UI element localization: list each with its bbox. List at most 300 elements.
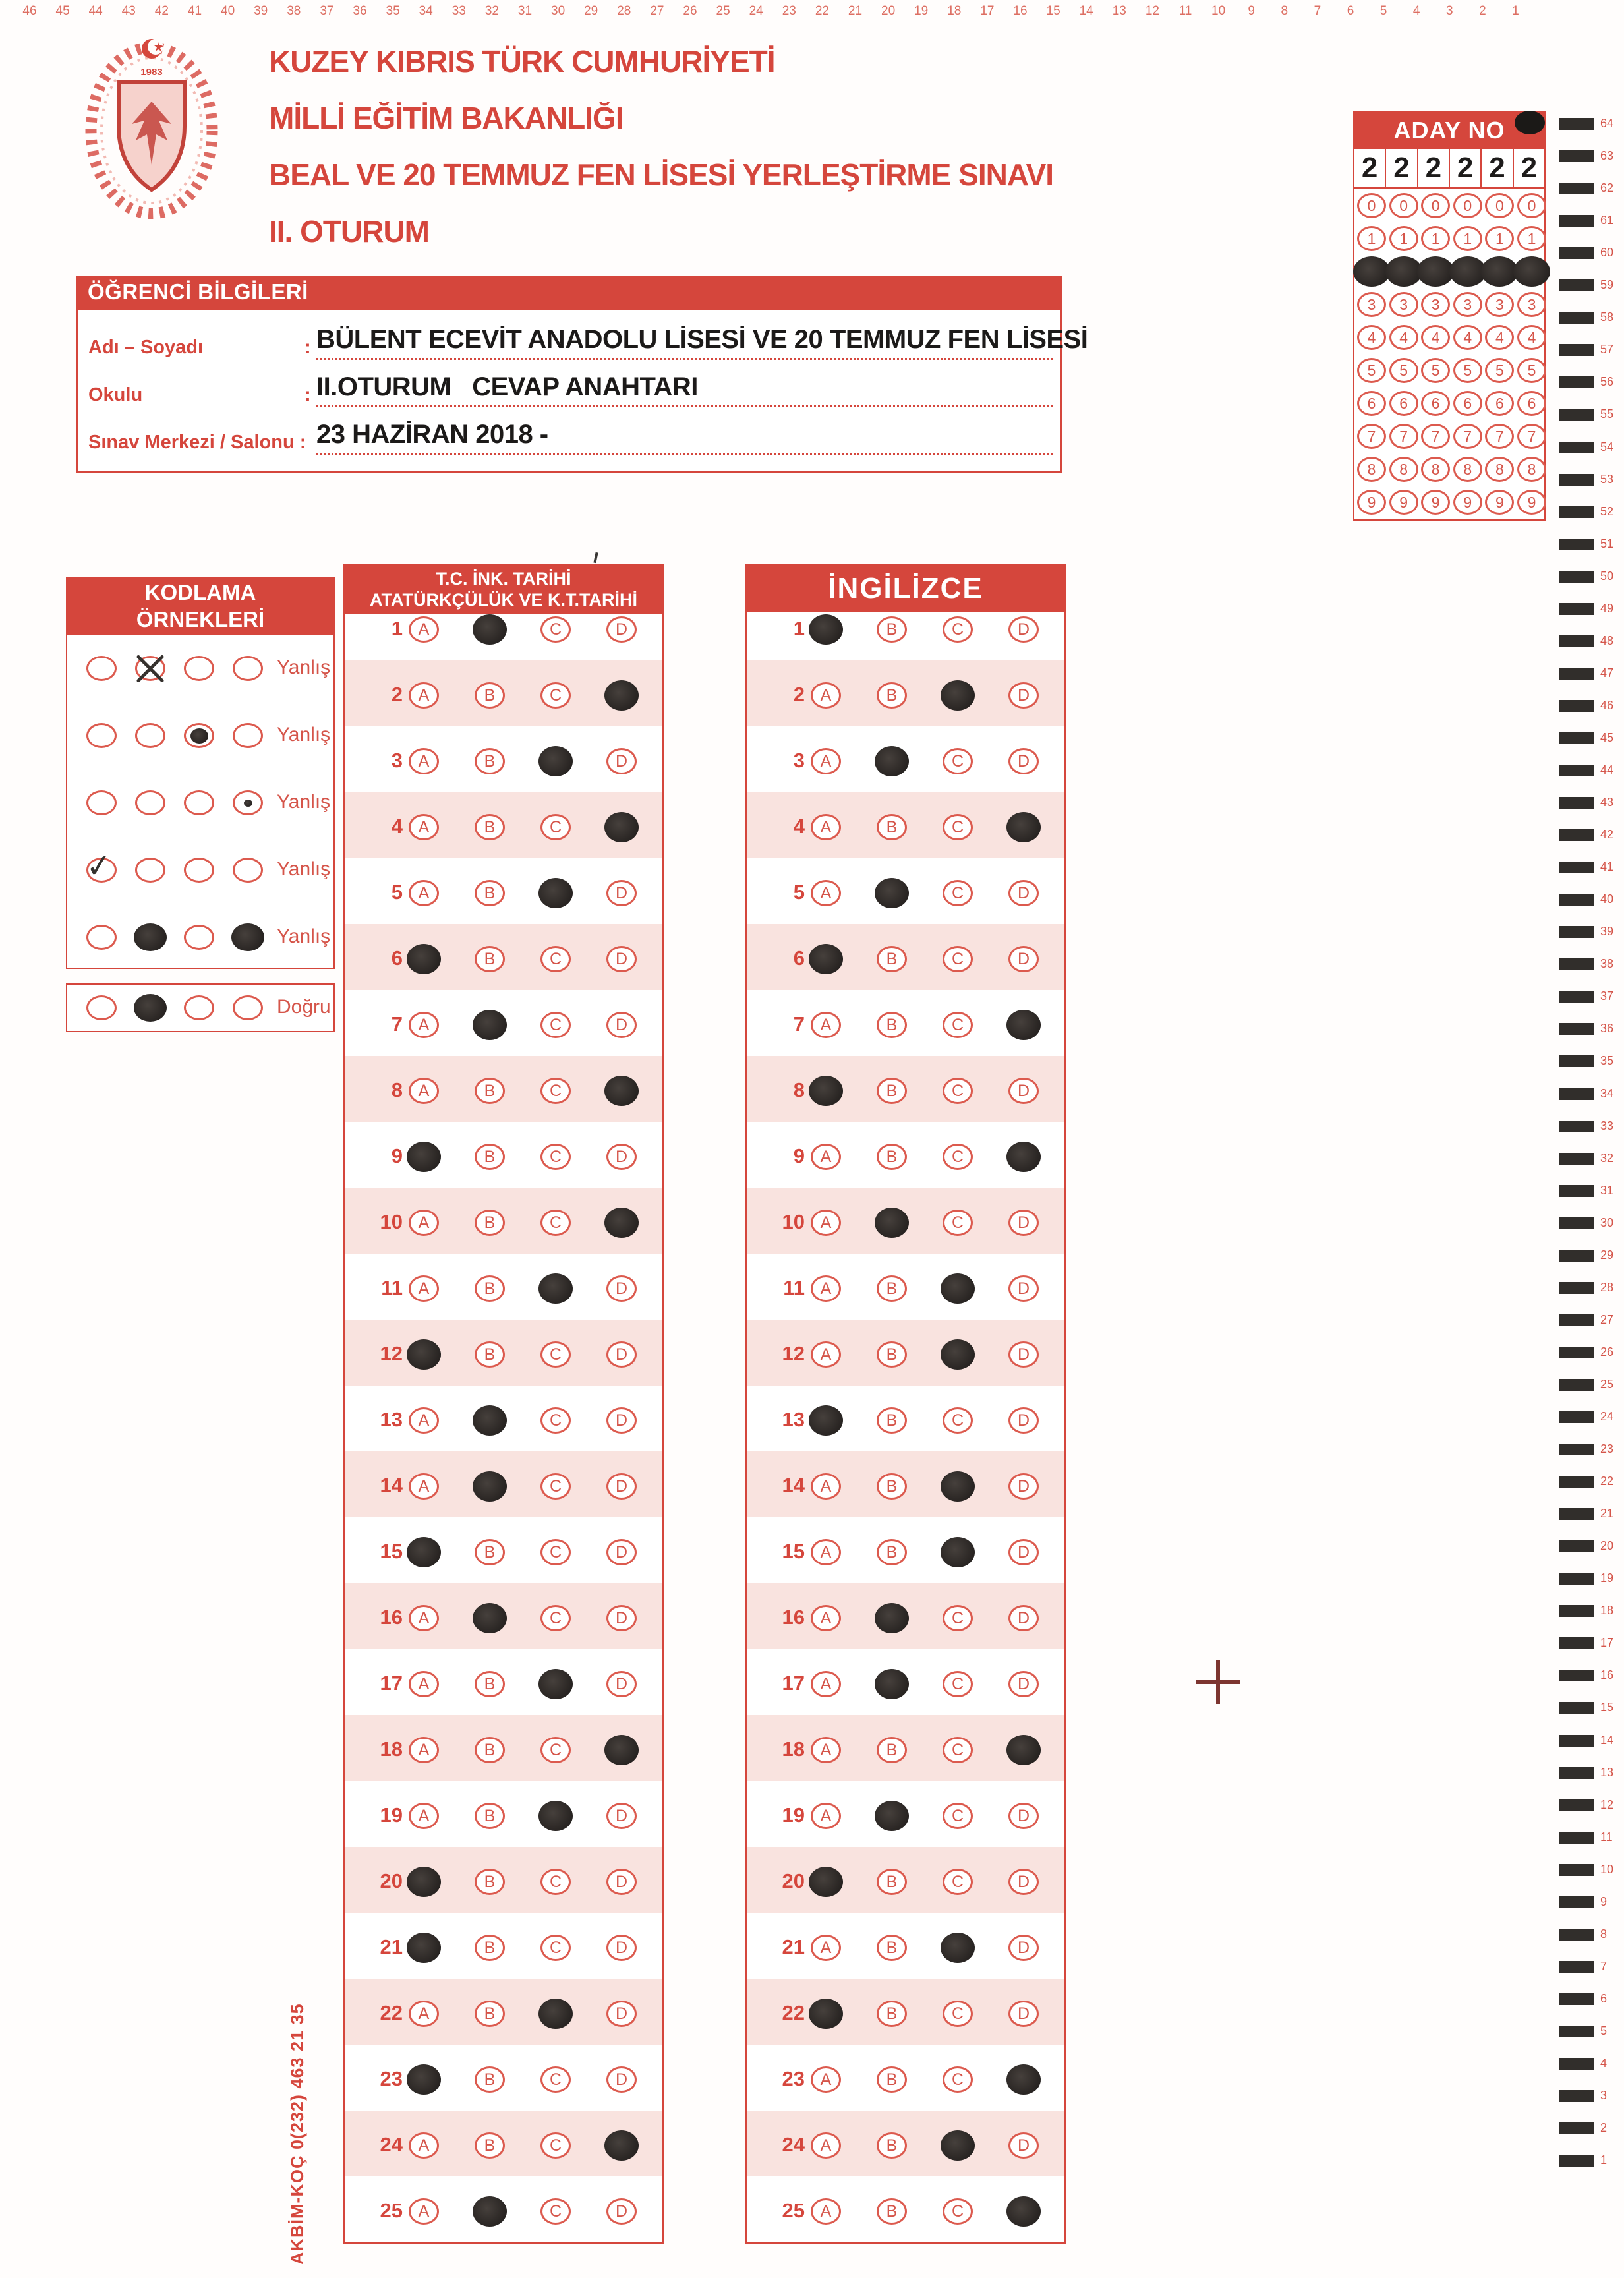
ingilizce-q3-option-C[interactable]: C (942, 748, 973, 774)
aday-bubble-col5-digit-4[interactable]: 4 (1485, 325, 1514, 350)
ingilizce-q6-option-B[interactable]: B (877, 946, 907, 972)
ingilizce-q6-option-D[interactable]: D (1008, 946, 1039, 972)
coding-correct-box (66, 983, 335, 1032)
aday-bubble-col4-digit-7[interactable]: 7 (1453, 424, 1482, 449)
aday-bubble-col5-digit-3[interactable]: 3 (1485, 292, 1514, 317)
ruler-number-3: 3 (1446, 4, 1453, 18)
registration-cross-icon (1216, 1660, 1220, 1704)
timing-bar-1 (1559, 2155, 1594, 2167)
ingilizce-q11-option-D[interactable]: D (1008, 1275, 1039, 1302)
ingilizce-q25-option-A[interactable]: A (811, 2198, 841, 2225)
ingilizce-q14-option-A[interactable]: A (811, 1473, 841, 1500)
aday-bubble-col2-digit-6[interactable]: 6 (1389, 391, 1418, 416)
field-colon-2: : (304, 384, 311, 405)
ingilizce-q17-option-D[interactable]: D (1008, 1671, 1039, 1697)
tc-ink-tarihi-q18-option-A[interactable]: A (409, 1737, 439, 1763)
tc-ink-tarihi-q19-option-A[interactable]: A (409, 1803, 439, 1829)
timing-bar-10 (1559, 1864, 1594, 1876)
aday-bubble-col5-digit-0[interactable]: 0 (1485, 193, 1514, 218)
ingilizce-q7-option-A[interactable]: A (811, 1012, 841, 1038)
ingilizce-q22-filled-answer-A (809, 1999, 843, 2029)
tc-ink-tarihi-q1-option-D[interactable]: D (606, 616, 637, 643)
tc-ink-tarihi-q10-filled-answer-D (604, 1208, 639, 1238)
aday-bubble-col4-digit-5[interactable]: 5 (1453, 358, 1482, 383)
tc-ink-tarihi-q10-option-C[interactable]: C (540, 1210, 571, 1236)
tc-ink-tarihi-q12-option-D[interactable]: D (606, 1341, 637, 1368)
tc-ink-tarihi-q20-filled-answer-A (407, 1867, 441, 1897)
tc-ink-tarihi-q4-option-C[interactable]: C (540, 814, 571, 840)
ingilizce-q1-option-C[interactable]: C (942, 616, 973, 643)
aday-bubble-col1-digit-1[interactable]: 1 (1357, 226, 1386, 251)
tc-ink-tarihi-q7-option-C[interactable]: C (540, 1012, 571, 1038)
tc-ink-tarihi-q8-option-C[interactable]: C (540, 1078, 571, 1104)
tc-ink-tarihi-q15-option-B[interactable]: B (475, 1539, 505, 1565)
tc-ink-tarihi-q19-option-D[interactable]: D (606, 1803, 637, 1829)
aday-bubble-col6-digit-9[interactable]: 9 (1517, 490, 1546, 515)
header-country-title: KUZEY KIBRIS TÜRK CUMHURİYETİ (269, 44, 775, 78)
tc-ink-tarihi-q5-option-B[interactable]: B (475, 880, 505, 906)
ingilizce-q3-option-A[interactable]: A (811, 748, 841, 774)
aday-bubble-col3-digit-1[interactable]: 1 (1421, 226, 1450, 251)
timing-bar-56 (1559, 376, 1594, 388)
timing-number-61: 61 (1600, 214, 1614, 227)
example-bubble-row2-pos4 (233, 723, 263, 748)
tc-ink-tarihi-q23-option-C[interactable]: C (540, 2066, 571, 2093)
ingilizce-q3-option-D[interactable]: D (1008, 748, 1039, 774)
ingilizce-q9-filled-answer-D (1006, 1142, 1041, 1172)
aday-bubble-col4-digit-6[interactable]: 6 (1453, 391, 1482, 416)
timing-bar-36 (1559, 1023, 1594, 1035)
aday-bubble-col2-digit-1[interactable]: 1 (1389, 226, 1418, 251)
ingilizce-q9-option-A[interactable]: A (811, 1144, 841, 1170)
aday-bubble-col2-digit-3[interactable]: 3 (1389, 292, 1418, 317)
tc-ink-tarihi-q21-option-C[interactable]: C (540, 1935, 571, 1961)
ingilizce-q12-option-B[interactable]: B (877, 1341, 907, 1368)
ingilizce-q17-option-A[interactable]: A (811, 1671, 841, 1697)
ingilizce-q4-option-A[interactable]: A (811, 814, 841, 840)
aday-bubble-col1-digit-6[interactable]: 6 (1357, 391, 1386, 416)
aday-bubble-col4-digit-4[interactable]: 4 (1453, 325, 1482, 350)
tc-ink-tarihi-q24-option-C[interactable]: C (540, 2132, 571, 2159)
correct-example-bubble-pos1 (86, 995, 117, 1020)
ingilizce-q1-option-D[interactable]: D (1008, 616, 1039, 643)
tc-ink-tarihi-q20-option-C[interactable]: C (540, 1869, 571, 1895)
tc-ink-tarihi-q16-option-A[interactable]: A (409, 1605, 439, 1631)
timing-bar-63 (1559, 150, 1594, 162)
ingilizce-q1-option-B[interactable]: B (877, 616, 907, 643)
ingilizce-q15-option-B[interactable]: B (877, 1539, 907, 1565)
question-number-11: 11 (783, 1276, 805, 1299)
ingilizce-q19-option-A[interactable]: A (811, 1803, 841, 1829)
tc-ink-tarihi-q24-option-B[interactable]: B (475, 2132, 505, 2159)
tc-ink-tarihi-q15-option-D[interactable]: D (606, 1539, 637, 1565)
tc-ink-tarihi-q14-option-A[interactable]: A (409, 1473, 439, 1500)
tc-ink-tarihi-q7-option-D[interactable]: D (606, 1012, 637, 1038)
aday-bubble-col5-digit-7[interactable]: 7 (1485, 424, 1514, 449)
ruler-number-46: 46 (22, 4, 37, 18)
example-bubble-row2-pos1 (86, 723, 117, 748)
question-number-19: 19 (782, 1803, 805, 1826)
ingilizce-q23-option-B[interactable]: B (877, 2066, 907, 2093)
tc-ink-tarihi-q13-option-D[interactable]: D (606, 1407, 637, 1434)
aday-bubble-col2-digit-4[interactable]: 4 (1389, 325, 1418, 350)
tc-ink-tarihi-q4-filled-answer-D (604, 812, 639, 842)
ingilizce-q12-filled-answer-C (941, 1339, 975, 1370)
field-value-school: II.OTURUM CEVAP ANAHTARI (316, 372, 698, 401)
ingilizce-q8-option-C[interactable]: C (942, 1078, 973, 1104)
tc-ink-tarihi-q17-option-B[interactable]: B (475, 1671, 505, 1697)
aday-bubble-col2-digit-7[interactable]: 7 (1389, 424, 1418, 449)
aday-bubble-col5-digit-6[interactable]: 6 (1485, 391, 1514, 416)
aday-bubble-col1-digit-4[interactable]: 4 (1357, 325, 1386, 350)
question-number-20: 20 (782, 1869, 805, 1892)
timing-bar-21 (1559, 1508, 1594, 1520)
question-number-8: 8 (391, 1078, 403, 1101)
ruler-number-40: 40 (221, 4, 235, 18)
tc-ink-tarihi-q1-option-A[interactable]: A (409, 616, 439, 643)
aday-bubble-col6-digit-1[interactable]: 1 (1517, 226, 1546, 251)
timing-number-25: 25 (1600, 1377, 1614, 1391)
aday-bubble-col3-digit-6[interactable]: 6 (1421, 391, 1450, 416)
ingilizce-q10-filled-answer-B (875, 1208, 909, 1238)
ingilizce-q20-option-D[interactable]: D (1008, 1869, 1039, 1895)
tc-ink-tarihi-q12-option-B[interactable]: B (475, 1341, 505, 1368)
tc-ink-tarihi-q21-filled-answer-A (407, 1933, 441, 1963)
tc-ink-tarihi-q16-option-C[interactable]: C (540, 1605, 571, 1631)
timing-number-14: 14 (1600, 1733, 1614, 1747)
ingilizce-q9-option-C[interactable]: C (942, 1144, 973, 1170)
tc-ink-tarihi-q18-option-C[interactable]: C (540, 1737, 571, 1763)
aday-bubble-col2-digit-8[interactable]: 8 (1389, 457, 1418, 482)
aday-bubble-col1-digit-5[interactable]: 5 (1357, 358, 1386, 383)
ruler-number-29: 29 (584, 4, 598, 18)
timing-number-60: 60 (1600, 246, 1614, 260)
tc-ink-tarihi-q8-option-A[interactable]: A (409, 1078, 439, 1104)
ingilizce-q8-option-D[interactable]: D (1008, 1078, 1039, 1104)
timing-number-3: 3 (1600, 2089, 1608, 2103)
tc-ink-tarihi-q6-option-B[interactable]: B (475, 946, 505, 972)
top-edge-ruler (0, 4, 1624, 21)
coding-examples-title-line1: KODLAMA (144, 580, 256, 604)
tc-ink-tarihi-q7-option-A[interactable]: A (409, 1012, 439, 1038)
tc-ink-tarihi-q9-option-C[interactable]: C (540, 1144, 571, 1170)
ingilizce-q20-filled-answer-A (809, 1867, 843, 1897)
ruler-number-44: 44 (88, 4, 103, 18)
tc-ink-tarihi-q5-option-D[interactable]: D (606, 880, 637, 906)
question-number-6: 6 (391, 947, 403, 970)
tc-ink-tarihi-q23-option-B[interactable]: B (475, 2066, 505, 2093)
tc-ink-tarihi-q8-option-B[interactable]: B (475, 1078, 505, 1104)
aday-bubble-col3-digit-7[interactable]: 7 (1421, 424, 1450, 449)
tc-ink-tarihi-q4-option-A[interactable]: A (409, 814, 439, 840)
tc-ink-tarihi-q25-option-C[interactable]: C (540, 2198, 571, 2225)
ingilizce-q15-option-A[interactable]: A (811, 1539, 841, 1565)
tc-ink-tarihi-q2-option-B[interactable]: B (475, 682, 505, 709)
question-number-5: 5 (391, 881, 403, 904)
ingilizce-q22-option-B[interactable]: B (877, 2001, 907, 2027)
timing-number-33: 33 (1600, 1119, 1614, 1132)
aday-bubble-col3-digit-9[interactable]: 9 (1421, 490, 1450, 515)
tc-ink-tarihi-q13-option-A[interactable]: A (409, 1407, 439, 1434)
tc-ink-tarihi-q22-option-D[interactable]: D (606, 2001, 637, 2027)
candidate-digit-cell-1: 2 (1354, 149, 1386, 189)
aday-bubble-col6-digit-0[interactable]: 0 (1517, 193, 1546, 218)
ingilizce-q22-option-D[interactable]: D (1008, 2001, 1039, 2027)
ruler-number-8: 8 (1281, 4, 1289, 18)
ingilizce-q21-option-B[interactable]: B (877, 1935, 907, 1961)
ingilizce-q20-option-C[interactable]: C (942, 1869, 973, 1895)
ruler-number-25: 25 (716, 4, 730, 18)
aday-bubble-col1-digit-0[interactable]: 0 (1357, 193, 1386, 218)
ingilizce-q2-option-B[interactable]: B (877, 682, 907, 709)
ingilizce-q2-option-D[interactable]: D (1008, 682, 1039, 709)
timing-number-1: 1 (1600, 2153, 1608, 2167)
aday-bubble-col6-digit-4[interactable]: 4 (1517, 325, 1546, 350)
ingilizce-q7-filled-answer-D (1006, 1010, 1041, 1040)
ingilizce-q5-option-C[interactable]: C (942, 880, 973, 906)
section-title-tc-ink-tarihi (345, 566, 662, 614)
coding-examples-title (66, 577, 335, 634)
tc-ink-tarihi-q10-option-A[interactable]: A (409, 1210, 439, 1236)
aday-bubble-col3-digit-8[interactable]: 8 (1421, 457, 1450, 482)
aday-bubble-col1-digit-3[interactable]: 3 (1357, 292, 1386, 317)
ingilizce-q25-option-C[interactable]: C (942, 2198, 973, 2225)
question-number-3: 3 (793, 749, 805, 772)
tc-ink-tarihi-q21-option-B[interactable]: B (475, 1935, 505, 1961)
timing-bar-37 (1559, 991, 1594, 1003)
aday-bubble-col5-digit-8[interactable]: 8 (1485, 457, 1514, 482)
tc-ink-tarihi-q5-option-A[interactable]: A (409, 880, 439, 906)
aday-bubble-col3-digit-4[interactable]: 4 (1421, 325, 1450, 350)
ingilizce-q20-option-B[interactable]: B (877, 1869, 907, 1895)
ingilizce-q18-filled-answer-D (1006, 1735, 1041, 1765)
tc-ink-tarihi-q11-option-A[interactable]: A (409, 1275, 439, 1302)
ingilizce-q10-option-A[interactable]: A (811, 1210, 841, 1236)
ingilizce-q13-option-D[interactable]: D (1008, 1407, 1039, 1434)
tc-ink-tarihi-q15-option-C[interactable]: C (540, 1539, 571, 1565)
ingilizce-q21-option-D[interactable]: D (1008, 1935, 1039, 1961)
ingilizce-q21-filled-answer-C (941, 1933, 975, 1963)
tc-ink-tarihi-q11-option-B[interactable]: B (475, 1275, 505, 1302)
tc-ink-tarihi-q22-option-B[interactable]: B (475, 2001, 505, 2027)
ingilizce-q16-option-C[interactable]: C (942, 1605, 973, 1631)
tc-ink-tarihi-q22-option-A[interactable]: A (409, 2001, 439, 2027)
ingilizce-q14-option-B[interactable]: B (877, 1473, 907, 1500)
question-number-20: 20 (380, 1869, 403, 1892)
ingilizce-q18-option-B[interactable]: B (877, 1737, 907, 1763)
question-number-24: 24 (380, 2133, 403, 2156)
tc-ink-tarihi-q3-option-A[interactable]: A (409, 748, 439, 774)
ingilizce-q24-option-D[interactable]: D (1008, 2132, 1039, 2159)
ingilizce-q13-option-C[interactable]: C (942, 1407, 973, 1434)
ingilizce-q4-option-B[interactable]: B (877, 814, 907, 840)
tc-ink-tarihi-q6-option-C[interactable]: C (540, 946, 571, 972)
question-number-18: 18 (782, 1738, 805, 1761)
ingilizce-q19-option-C[interactable]: C (942, 1803, 973, 1829)
tc-ink-tarihi-q18-option-B[interactable]: B (475, 1737, 505, 1763)
candidate-digit-cell-2: 2 (1386, 149, 1418, 189)
timing-number-39: 39 (1600, 925, 1614, 939)
coding-examples-box (66, 634, 335, 969)
tc-ink-tarihi-q10-option-B[interactable]: B (475, 1210, 505, 1236)
tc-ink-tarihi-q16-option-D[interactable]: D (606, 1605, 637, 1631)
aday-bubble-col2-digit-0[interactable]: 0 (1389, 193, 1418, 218)
ingilizce-q16-option-D[interactable]: D (1008, 1605, 1039, 1631)
ingilizce-q24-option-A[interactable]: A (811, 2132, 841, 2159)
ruler-number-37: 37 (320, 4, 334, 18)
aday-bubble-col6-digit-5[interactable]: 5 (1517, 358, 1546, 383)
tc-ink-tarihi-q14-option-C[interactable]: C (540, 1473, 571, 1500)
tc-ink-tarihi-q12-option-C[interactable]: C (540, 1341, 571, 1368)
ingilizce-q7-option-B[interactable]: B (877, 1012, 907, 1038)
tc-ink-tarihi-q1-option-C[interactable]: C (540, 616, 571, 643)
tc-ink-tarihi-q11-option-D[interactable]: D (606, 1275, 637, 1302)
ingilizce-q4-option-C[interactable]: C (942, 814, 973, 840)
aday-bubble-col3-digit-3[interactable]: 3 (1421, 292, 1450, 317)
ingilizce-q22-option-C[interactable]: C (942, 2001, 973, 2027)
ingilizce-q15-option-D[interactable]: D (1008, 1539, 1039, 1565)
tc-ink-tarihi-q14-option-D[interactable]: D (606, 1473, 637, 1500)
question-number-3: 3 (391, 749, 403, 772)
field-underline-3 (316, 453, 1053, 455)
aday-bubble-col4-digit-3[interactable]: 3 (1453, 292, 1482, 317)
timing-bar-13 (1559, 1767, 1594, 1779)
aday-bubble-col4-digit-1[interactable]: 1 (1453, 226, 1482, 251)
timing-bar-44 (1559, 765, 1594, 776)
aday-bubble-col2-digit-5[interactable]: 5 (1389, 358, 1418, 383)
timing-number-9: 9 (1600, 1894, 1608, 1908)
aday-bubble-col4-digit-8[interactable]: 8 (1453, 457, 1482, 482)
timing-number-4: 4 (1600, 2057, 1608, 2070)
tc-ink-tarihi-q23-option-D[interactable]: D (606, 2066, 637, 2093)
aday-bubble-col4-digit-0[interactable]: 0 (1453, 193, 1482, 218)
timing-number-48: 48 (1600, 633, 1614, 647)
ingilizce-q23-option-A[interactable]: A (811, 2066, 841, 2093)
aday-bubble-col6-digit-6[interactable]: 6 (1517, 391, 1546, 416)
aday-bubble-col5-digit-1[interactable]: 1 (1485, 226, 1514, 251)
timing-bar-8 (1559, 1929, 1594, 1941)
question-number-7: 7 (391, 1012, 403, 1036)
aday-bubble-col3-digit-5[interactable]: 5 (1421, 358, 1450, 383)
timing-bar-9 (1559, 1896, 1594, 1908)
ingilizce-q5-option-A[interactable]: A (811, 880, 841, 906)
timing-number-28: 28 (1600, 1280, 1614, 1294)
timing-number-36: 36 (1600, 1022, 1614, 1036)
aday-bubble-col4-digit-9[interactable]: 9 (1453, 490, 1482, 515)
tc-ink-tarihi-q13-filled-answer-B (473, 1405, 507, 1436)
tc-ink-tarihi-q20-option-B[interactable]: B (475, 1869, 505, 1895)
question-number-9: 9 (391, 1144, 403, 1167)
question-number-5: 5 (793, 881, 805, 904)
question-number-6: 6 (793, 947, 805, 970)
timing-number-64: 64 (1600, 117, 1614, 130)
ruler-number-28: 28 (617, 4, 631, 18)
aday-bubble-col1-digit-8[interactable]: 8 (1357, 457, 1386, 482)
ingilizce-q13-option-B[interactable]: B (877, 1407, 907, 1434)
ingilizce-q18-option-A[interactable]: A (811, 1737, 841, 1763)
tc-ink-tarihi-q25-option-A[interactable]: A (409, 2198, 439, 2225)
ingilizce-q21-option-A[interactable]: A (811, 1935, 841, 1961)
ingilizce-q11-option-B[interactable]: B (877, 1275, 907, 1302)
ingilizce-q14-filled-answer-C (941, 1471, 975, 1502)
tc-ink-tarihi-q19-option-B[interactable]: B (475, 1803, 505, 1829)
ingilizce-q11-option-A[interactable]: A (811, 1275, 841, 1302)
aday-bubble-col5-digit-5[interactable]: 5 (1485, 358, 1514, 383)
tc-ink-tarihi-q17-option-D[interactable]: D (606, 1671, 637, 1697)
ingilizce-q25-option-B[interactable]: B (877, 2198, 907, 2225)
tc-ink-tarihi-q3-option-D[interactable]: D (606, 748, 637, 774)
ingilizce-q12-option-D[interactable]: D (1008, 1341, 1039, 1368)
aday-bubble-col1-digit-7[interactable]: 7 (1357, 424, 1386, 449)
timing-bar-25 (1559, 1379, 1594, 1391)
timing-bar-2 (1559, 2122, 1594, 2134)
candidate-digit-cell-5: 2 (1482, 149, 1513, 189)
tc-ink-tarihi-q9-option-B[interactable]: B (475, 1144, 505, 1170)
tc-ink-tarihi-q3-option-B[interactable]: B (475, 748, 505, 774)
tc-ink-tarihi-q25-option-D[interactable]: D (606, 2198, 637, 2225)
ingilizce-q14-option-D[interactable]: D (1008, 1473, 1039, 1500)
tc-ink-tarihi-q2-filled-answer-D (604, 680, 639, 711)
tc-ink-tarihi-q17-option-A[interactable]: A (409, 1671, 439, 1697)
aday-filled-digit-2-col6 (1513, 256, 1550, 287)
ingilizce-q10-option-C[interactable]: C (942, 1210, 973, 1236)
ingilizce-q12-option-A[interactable]: A (811, 1341, 841, 1368)
timing-bar-39 (1559, 926, 1594, 938)
ingilizce-q16-option-A[interactable]: A (811, 1605, 841, 1631)
aday-bubble-col2-digit-9[interactable]: 9 (1389, 490, 1418, 515)
ingilizce-q23-option-C[interactable]: C (942, 2066, 973, 2093)
aday-bubble-col5-digit-9[interactable]: 9 (1485, 490, 1514, 515)
timing-bar-20 (1559, 1540, 1594, 1552)
question-number-4: 4 (391, 815, 403, 838)
timing-bar-15 (1559, 1702, 1594, 1714)
tc-ink-tarihi-q21-option-D[interactable]: D (606, 1935, 637, 1961)
tc-ink-tarihi-q24-option-A[interactable]: A (409, 2132, 439, 2159)
candidate-digit-cell-4: 2 (1450, 149, 1482, 189)
ingilizce-q18-option-C[interactable]: C (942, 1737, 973, 1763)
aday-bubble-col3-digit-0[interactable]: 0 (1421, 193, 1450, 218)
ruler-number-27: 27 (650, 4, 664, 18)
answer-section-ingilizce (745, 564, 1066, 2244)
ingilizce-q2-option-A[interactable]: A (811, 682, 841, 709)
field-underline-2 (316, 405, 1053, 407)
ingilizce-q6-option-C[interactable]: C (942, 946, 973, 972)
ingilizce-q10-option-D[interactable]: D (1008, 1210, 1039, 1236)
aday-bubble-col1-digit-9[interactable]: 9 (1357, 490, 1386, 515)
tc-ink-tarihi-q5-filled-answer-C (538, 878, 573, 908)
ingilizce-q24-option-B[interactable]: B (877, 2132, 907, 2159)
tc-ink-tarihi-q2-option-A[interactable]: A (409, 682, 439, 709)
ingilizce-q19-option-D[interactable]: D (1008, 1803, 1039, 1829)
aday-bubble-col6-digit-3[interactable]: 3 (1517, 292, 1546, 317)
ingilizce-q17-option-C[interactable]: C (942, 1671, 973, 1697)
aday-bubble-col6-digit-8[interactable]: 8 (1517, 457, 1546, 482)
timing-bar-61 (1559, 215, 1594, 227)
tc-ink-tarihi-q6-option-D[interactable]: D (606, 946, 637, 972)
tc-ink-tarihi-q9-option-D[interactable]: D (606, 1144, 637, 1170)
tc-ink-tarihi-q13-option-C[interactable]: C (540, 1407, 571, 1434)
ingilizce-q9-option-B[interactable]: B (877, 1144, 907, 1170)
timing-bar-14 (1559, 1735, 1594, 1747)
ingilizce-q5-option-D[interactable]: D (1008, 880, 1039, 906)
ingilizce-q8-option-B[interactable]: B (877, 1078, 907, 1104)
tc-ink-tarihi-q20-option-D[interactable]: D (606, 1869, 637, 1895)
ingilizce-q7-option-C[interactable]: C (942, 1012, 973, 1038)
tc-ink-tarihi-q4-option-B[interactable]: B (475, 814, 505, 840)
aday-bubble-col6-digit-7[interactable]: 7 (1517, 424, 1546, 449)
tc-ink-tarihi-q2-option-C[interactable]: C (540, 682, 571, 709)
example-wrong-label: Yanlış (277, 791, 331, 813)
